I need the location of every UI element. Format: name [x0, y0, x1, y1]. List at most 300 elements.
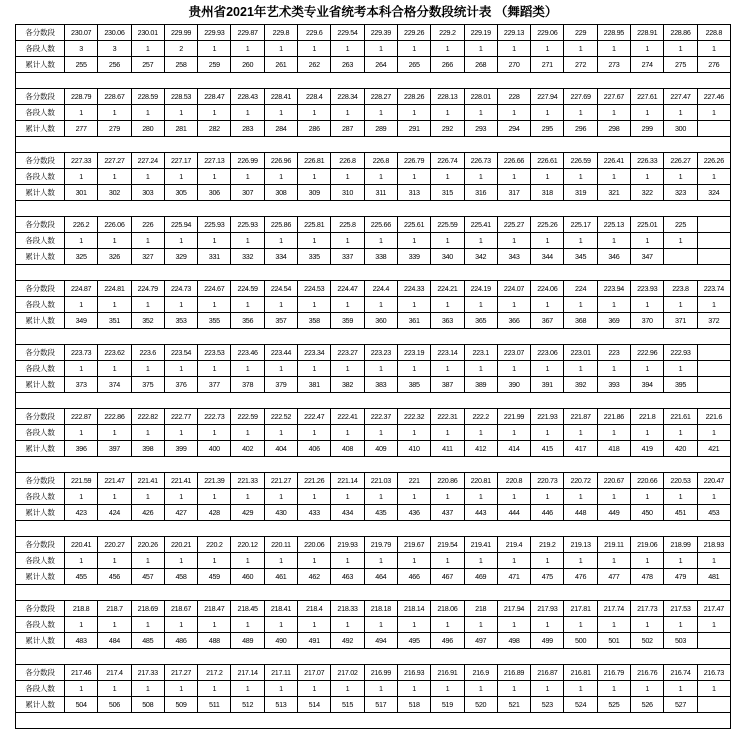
table-cell: 1: [231, 41, 264, 57]
table-row: [16, 57, 731, 73]
table-cell: 461: [264, 569, 297, 585]
table-cell: 220.66: [631, 473, 664, 489]
table-cell: 1: [597, 681, 630, 697]
table-cell: 216.87: [531, 665, 564, 681]
table-cell: 1: [164, 489, 197, 505]
table-cell: 1: [264, 681, 297, 697]
table-cell: 1: [131, 41, 164, 57]
table-cell: 224.81: [98, 281, 131, 297]
table-cell: 228.26: [397, 89, 430, 105]
table-cell: 1: [397, 425, 430, 441]
table-cell: 220.21: [164, 537, 197, 553]
table-cell: 224.33: [397, 281, 430, 297]
table-cell: 1: [664, 361, 697, 377]
table-cell: 1: [231, 233, 264, 249]
count-row-label: 各段人数: [16, 553, 65, 569]
table-cell: 345: [564, 249, 597, 265]
table-cell: 1: [298, 553, 331, 569]
table-cell: 260: [231, 57, 264, 73]
table-cell: 224.67: [198, 281, 231, 297]
table-cell: 436: [397, 505, 430, 521]
table-cell: 218.67: [164, 601, 197, 617]
table-row: [16, 665, 731, 681]
score-row-label: 各分数段: [16, 473, 65, 489]
table-cell: 346: [597, 249, 630, 265]
block-spacer-cell: [16, 521, 731, 537]
table-cell: 1: [631, 553, 664, 569]
table-cell: 225.27: [497, 217, 530, 233]
table-cell: 483: [65, 633, 98, 649]
table-cell: 1: [564, 105, 597, 121]
table-cell: [664, 249, 697, 265]
table-row: [16, 377, 731, 393]
table-cell: 225.93: [198, 217, 231, 233]
table-cell: 340: [431, 249, 464, 265]
table-cell: 1: [298, 169, 331, 185]
table-cell: 427: [164, 505, 197, 521]
table-cell: 224.4: [364, 281, 397, 297]
table-cell: 418: [597, 441, 630, 457]
table-cell: 1: [264, 617, 297, 633]
count-row-label: 各段人数: [16, 425, 65, 441]
table-cell: 378: [231, 377, 264, 393]
table-cell: 230.01: [131, 25, 164, 41]
table-cell: 478: [631, 569, 664, 585]
table-cell: 319: [564, 185, 597, 201]
table-cell: 1: [164, 169, 197, 185]
table-cell: 1: [597, 297, 630, 313]
table-cell: 521: [497, 697, 530, 713]
table-cell: 310: [331, 185, 364, 201]
table-cell: 230.07: [65, 25, 98, 41]
table-cell: 1: [564, 169, 597, 185]
table-cell: 221.8: [631, 409, 664, 425]
table-cell: 476: [564, 569, 597, 585]
table-cell: 222.2: [464, 409, 497, 425]
table-cell: 218.45: [231, 601, 264, 617]
cumulative-row-label: 累计人数: [16, 121, 65, 137]
table-cell: 226.81: [298, 153, 331, 169]
table-cell: 299: [631, 121, 664, 137]
table-cell: 397: [98, 441, 131, 457]
table-cell: 1: [65, 425, 98, 441]
table-cell: 1: [664, 233, 697, 249]
table-cell: 419: [631, 441, 664, 457]
table-cell: 1: [431, 617, 464, 633]
table-cell: 216.73: [697, 665, 730, 681]
table-cell: 225.41: [464, 217, 497, 233]
table-cell: 228.47: [198, 89, 231, 105]
table-cell: 444: [497, 505, 530, 521]
table-cell: 446: [531, 505, 564, 521]
table-cell: 485: [131, 633, 164, 649]
table-cell: 219.13: [564, 537, 597, 553]
table-cell: 1: [597, 553, 630, 569]
table-cell: 229.06: [531, 25, 564, 41]
table-cell: 1: [364, 617, 397, 633]
table-cell: 1: [464, 169, 497, 185]
table-cell: 1: [564, 297, 597, 313]
table-cell: 1: [697, 489, 730, 505]
table-cell: 1: [65, 553, 98, 569]
table-cell: 339: [397, 249, 430, 265]
table-cell: 375: [131, 377, 164, 393]
table-cell: 1: [664, 41, 697, 57]
block-spacer: [16, 73, 731, 89]
table-cell: 222.93: [664, 345, 697, 361]
table-cell: 1: [497, 297, 530, 313]
table-cell: 1: [431, 681, 464, 697]
table-cell: 225.93: [231, 217, 264, 233]
table-cell: 464: [364, 569, 397, 585]
table-cell: 1: [331, 233, 364, 249]
table-cell: 1: [397, 489, 430, 505]
table-cell: 415: [531, 441, 564, 457]
table-cell: 223.27: [331, 345, 364, 361]
table-cell: 434: [331, 505, 364, 521]
table-cell: 458: [164, 569, 197, 585]
table-cell: 217.81: [564, 601, 597, 617]
cumulative-row-label: 累计人数: [16, 505, 65, 521]
table-cell: 223.73: [65, 345, 98, 361]
table-cell: 216.81: [564, 665, 597, 681]
table-cell: 1: [431, 489, 464, 505]
table-cell: 494: [364, 633, 397, 649]
table-cell: 258: [164, 57, 197, 73]
count-row-label: 各段人数: [16, 169, 65, 185]
table-cell: 524: [564, 697, 597, 713]
table-cell: 221.99: [497, 409, 530, 425]
table-cell: 1: [364, 425, 397, 441]
table-cell: 284: [264, 121, 297, 137]
table-cell: 1: [564, 617, 597, 633]
table-cell: [697, 217, 730, 233]
table-row: [16, 633, 731, 649]
table-cell: 1: [631, 681, 664, 697]
table-cell: 1: [65, 361, 98, 377]
table-cell: 218.14: [397, 601, 430, 617]
table-cell: 230.06: [98, 25, 131, 41]
table-row: [16, 169, 731, 185]
table-cell: 443: [464, 505, 497, 521]
table-cell: 501: [597, 633, 630, 649]
score-row-label: 各分数段: [16, 601, 65, 617]
table-cell: 1: [597, 489, 630, 505]
table-cell: 400: [198, 441, 231, 457]
table-cell: 391: [531, 377, 564, 393]
table-cell: 385: [397, 377, 430, 393]
table-cell: 1: [264, 553, 297, 569]
table-cell: 3: [65, 41, 98, 57]
table-cell: 509: [164, 697, 197, 713]
table-cell: 295: [531, 121, 564, 137]
table-cell: 221.33: [231, 473, 264, 489]
table-cell: 229.2: [431, 25, 464, 41]
table-cell: 223.54: [164, 345, 197, 361]
table-cell: 218.8: [65, 601, 98, 617]
table-cell: 256: [98, 57, 131, 73]
table-cell: [697, 345, 730, 361]
table-cell: 218.69: [131, 601, 164, 617]
table-cell: 1: [164, 553, 197, 569]
table-cell: 293: [464, 121, 497, 137]
table-cell: 1: [631, 297, 664, 313]
table-cell: 353: [164, 313, 197, 329]
table-cell: 229.87: [231, 25, 264, 41]
count-row-label: 各段人数: [16, 681, 65, 697]
table-cell: 224.06: [531, 281, 564, 297]
table-cell: 1: [331, 553, 364, 569]
table-cell: 1: [231, 169, 264, 185]
table-row: [16, 249, 731, 265]
table-cell: 382: [331, 377, 364, 393]
table-cell: 1: [631, 361, 664, 377]
table-cell: 451: [664, 505, 697, 521]
table-cell: 490: [264, 633, 297, 649]
table-cell: 226.79: [397, 153, 430, 169]
table-cell: 1: [264, 361, 297, 377]
table-cell: 222.52: [264, 409, 297, 425]
table-cell: 224.19: [464, 281, 497, 297]
table-cell: 226.61: [531, 153, 564, 169]
table-cell: 460: [231, 569, 264, 585]
table-cell: 1: [231, 425, 264, 441]
table-cell: 1: [264, 425, 297, 441]
table-cell: 1: [364, 169, 397, 185]
table-cell: 264: [364, 57, 397, 73]
table-cell: 342: [464, 249, 497, 265]
table-cell: 218.41: [264, 601, 297, 617]
table-cell: 226.27: [664, 153, 697, 169]
table-cell: 1: [198, 105, 231, 121]
table-cell: 1: [231, 105, 264, 121]
table-row: [16, 505, 731, 521]
table-cell: 223.34: [298, 345, 331, 361]
cumulative-row-label: 累计人数: [16, 249, 65, 265]
table-cell: 227.47: [664, 89, 697, 105]
table-cell: 1: [98, 297, 131, 313]
table-cell: 226.26: [697, 153, 730, 169]
table-cell: 224.59: [231, 281, 264, 297]
table-cell: 221: [397, 473, 430, 489]
table-cell: 404: [264, 441, 297, 457]
table-cell: 1: [631, 41, 664, 57]
table-cell: 224.21: [431, 281, 464, 297]
table-cell: 1: [631, 233, 664, 249]
table-cell: 1: [464, 617, 497, 633]
table-cell: 229.54: [331, 25, 364, 41]
block-spacer-cell: [16, 137, 731, 153]
table-cell: 1: [98, 105, 131, 121]
score-row-label: 各分数段: [16, 537, 65, 553]
table-cell: 283: [231, 121, 264, 137]
table-cell: 216.89: [497, 665, 530, 681]
table-cell: 1: [531, 105, 564, 121]
table-cell: 222.37: [364, 409, 397, 425]
table-cell: 1: [331, 489, 364, 505]
table-cell: 327: [131, 249, 164, 265]
table-cell: 352: [131, 313, 164, 329]
table-cell: 349: [65, 313, 98, 329]
cumulative-row-label: 累计人数: [16, 377, 65, 393]
table-cell: 1: [564, 489, 597, 505]
cumulative-row-label: 累计人数: [16, 57, 65, 73]
table-cell: 1: [164, 233, 197, 249]
table-cell: 1: [98, 681, 131, 697]
table-cell: 222.87: [65, 409, 98, 425]
table-row: [16, 441, 731, 457]
block-spacer-cell: [16, 201, 731, 217]
table-cell: 1: [331, 41, 364, 57]
table-cell: 223.06: [531, 345, 564, 361]
table-cell: 226.8: [364, 153, 397, 169]
table-row: [16, 89, 731, 105]
table-row: [16, 217, 731, 233]
table-row: [16, 281, 731, 297]
table-cell: 228.95: [597, 25, 630, 41]
table-cell: 220.06: [298, 537, 331, 553]
block-spacer: [16, 521, 731, 537]
table-cell: 224: [564, 281, 597, 297]
table-cell: 226.59: [564, 153, 597, 169]
table-cell: 457: [131, 569, 164, 585]
table-cell: 1: [431, 169, 464, 185]
table-cell: 218.18: [364, 601, 397, 617]
table-cell: 1: [664, 553, 697, 569]
table-cell: 498: [497, 633, 530, 649]
table-cell: 366: [497, 313, 530, 329]
table-cell: 3: [98, 41, 131, 57]
table-cell: 1: [497, 233, 530, 249]
table-cell: 477: [597, 569, 630, 585]
table-cell: 1: [298, 297, 331, 313]
table-cell: 224.07: [497, 281, 530, 297]
table-cell: 1: [198, 233, 231, 249]
table-cell: 463: [331, 569, 364, 585]
table-cell: 512: [231, 697, 264, 713]
table-cell: 1: [364, 105, 397, 121]
table-cell: 1: [298, 681, 331, 697]
table-cell: 1: [264, 297, 297, 313]
block-spacer-cell: [16, 713, 731, 729]
table-cell: 1: [264, 105, 297, 121]
table-cell: 1: [98, 233, 131, 249]
table-cell: 511: [198, 697, 231, 713]
table-cell: 301: [65, 185, 98, 201]
table-cell: 229.26: [397, 25, 430, 41]
table-cell: 1: [298, 425, 331, 441]
table-cell: 1: [697, 617, 730, 633]
table-cell: 393: [597, 377, 630, 393]
table-cell: 273: [597, 57, 630, 73]
table-cell: 1: [664, 489, 697, 505]
table-cell: 219.54: [431, 537, 464, 553]
table-cell: 261: [264, 57, 297, 73]
table-cell: 223.14: [431, 345, 464, 361]
count-row-label: 各段人数: [16, 361, 65, 377]
table-cell: 1: [431, 553, 464, 569]
table-cell: 219.79: [364, 537, 397, 553]
table-cell: 228.59: [131, 89, 164, 105]
table-cell: 1: [464, 105, 497, 121]
table-cell: 437: [431, 505, 464, 521]
table-row: [16, 697, 731, 713]
table-cell: 226.66: [497, 153, 530, 169]
table-cell: 1: [98, 425, 131, 441]
table-cell: 228.01: [464, 89, 497, 105]
table-row: [16, 105, 731, 121]
table-cell: 1: [364, 233, 397, 249]
table-cell: 1: [564, 681, 597, 697]
table-cell: 495: [397, 633, 430, 649]
table-cell: 491: [298, 633, 331, 649]
table-cell: 225.94: [164, 217, 197, 233]
table-cell: 225.26: [531, 217, 564, 233]
table-cell: 1: [231, 681, 264, 697]
table-cell: 257: [131, 57, 164, 73]
table-cell: 216.76: [631, 665, 664, 681]
table-cell: 221.27: [264, 473, 297, 489]
table-row: [16, 553, 731, 569]
table-cell: 216.93: [397, 665, 430, 681]
table-cell: 220.73: [531, 473, 564, 489]
table-cell: [697, 233, 730, 249]
table-cell: 217.53: [664, 601, 697, 617]
table-cell: 1: [397, 297, 430, 313]
table-cell: 426: [131, 505, 164, 521]
table-cell: 289: [364, 121, 397, 137]
table-cell: 1: [431, 233, 464, 249]
table-cell: 424: [98, 505, 131, 521]
table-cell: 228.34: [331, 89, 364, 105]
table-cell: 435: [364, 505, 397, 521]
table-cell: 294: [497, 121, 530, 137]
table-cell: 322: [631, 185, 664, 201]
table-cell: 226.2: [65, 217, 98, 233]
table-cell: 456: [98, 569, 131, 585]
table-cell: 515: [331, 697, 364, 713]
table-cell: 481: [697, 569, 730, 585]
count-row-label: 各段人数: [16, 617, 65, 633]
table-cell: 523: [531, 697, 564, 713]
table-cell: 1: [231, 297, 264, 313]
table-cell: 225.66: [364, 217, 397, 233]
table-cell: 334: [264, 249, 297, 265]
table-cell: 1: [231, 617, 264, 633]
table-cell: 504: [65, 697, 98, 713]
table-cell: 337: [331, 249, 364, 265]
score-row-label: 各分数段: [16, 89, 65, 105]
table-cell: 223.07: [497, 345, 530, 361]
table-cell: 1: [131, 361, 164, 377]
table-cell: 1: [131, 489, 164, 505]
block-spacer-cell: [16, 329, 731, 345]
table-cell: 421: [697, 441, 730, 457]
table-cell: 1: [198, 169, 231, 185]
score-row-label: 各分数段: [16, 409, 65, 425]
table-row: [16, 537, 731, 553]
table-cell: 255: [65, 57, 98, 73]
table-cell: 225.86: [264, 217, 297, 233]
table-cell: 1: [697, 425, 730, 441]
table-cell: 216.79: [597, 665, 630, 681]
count-row-label: 各段人数: [16, 297, 65, 313]
table-cell: 226.74: [431, 153, 464, 169]
table-cell: 227.46: [697, 89, 730, 105]
table-cell: 455: [65, 569, 98, 585]
table-cell: 517: [364, 697, 397, 713]
score-row-label: 各分数段: [16, 345, 65, 361]
